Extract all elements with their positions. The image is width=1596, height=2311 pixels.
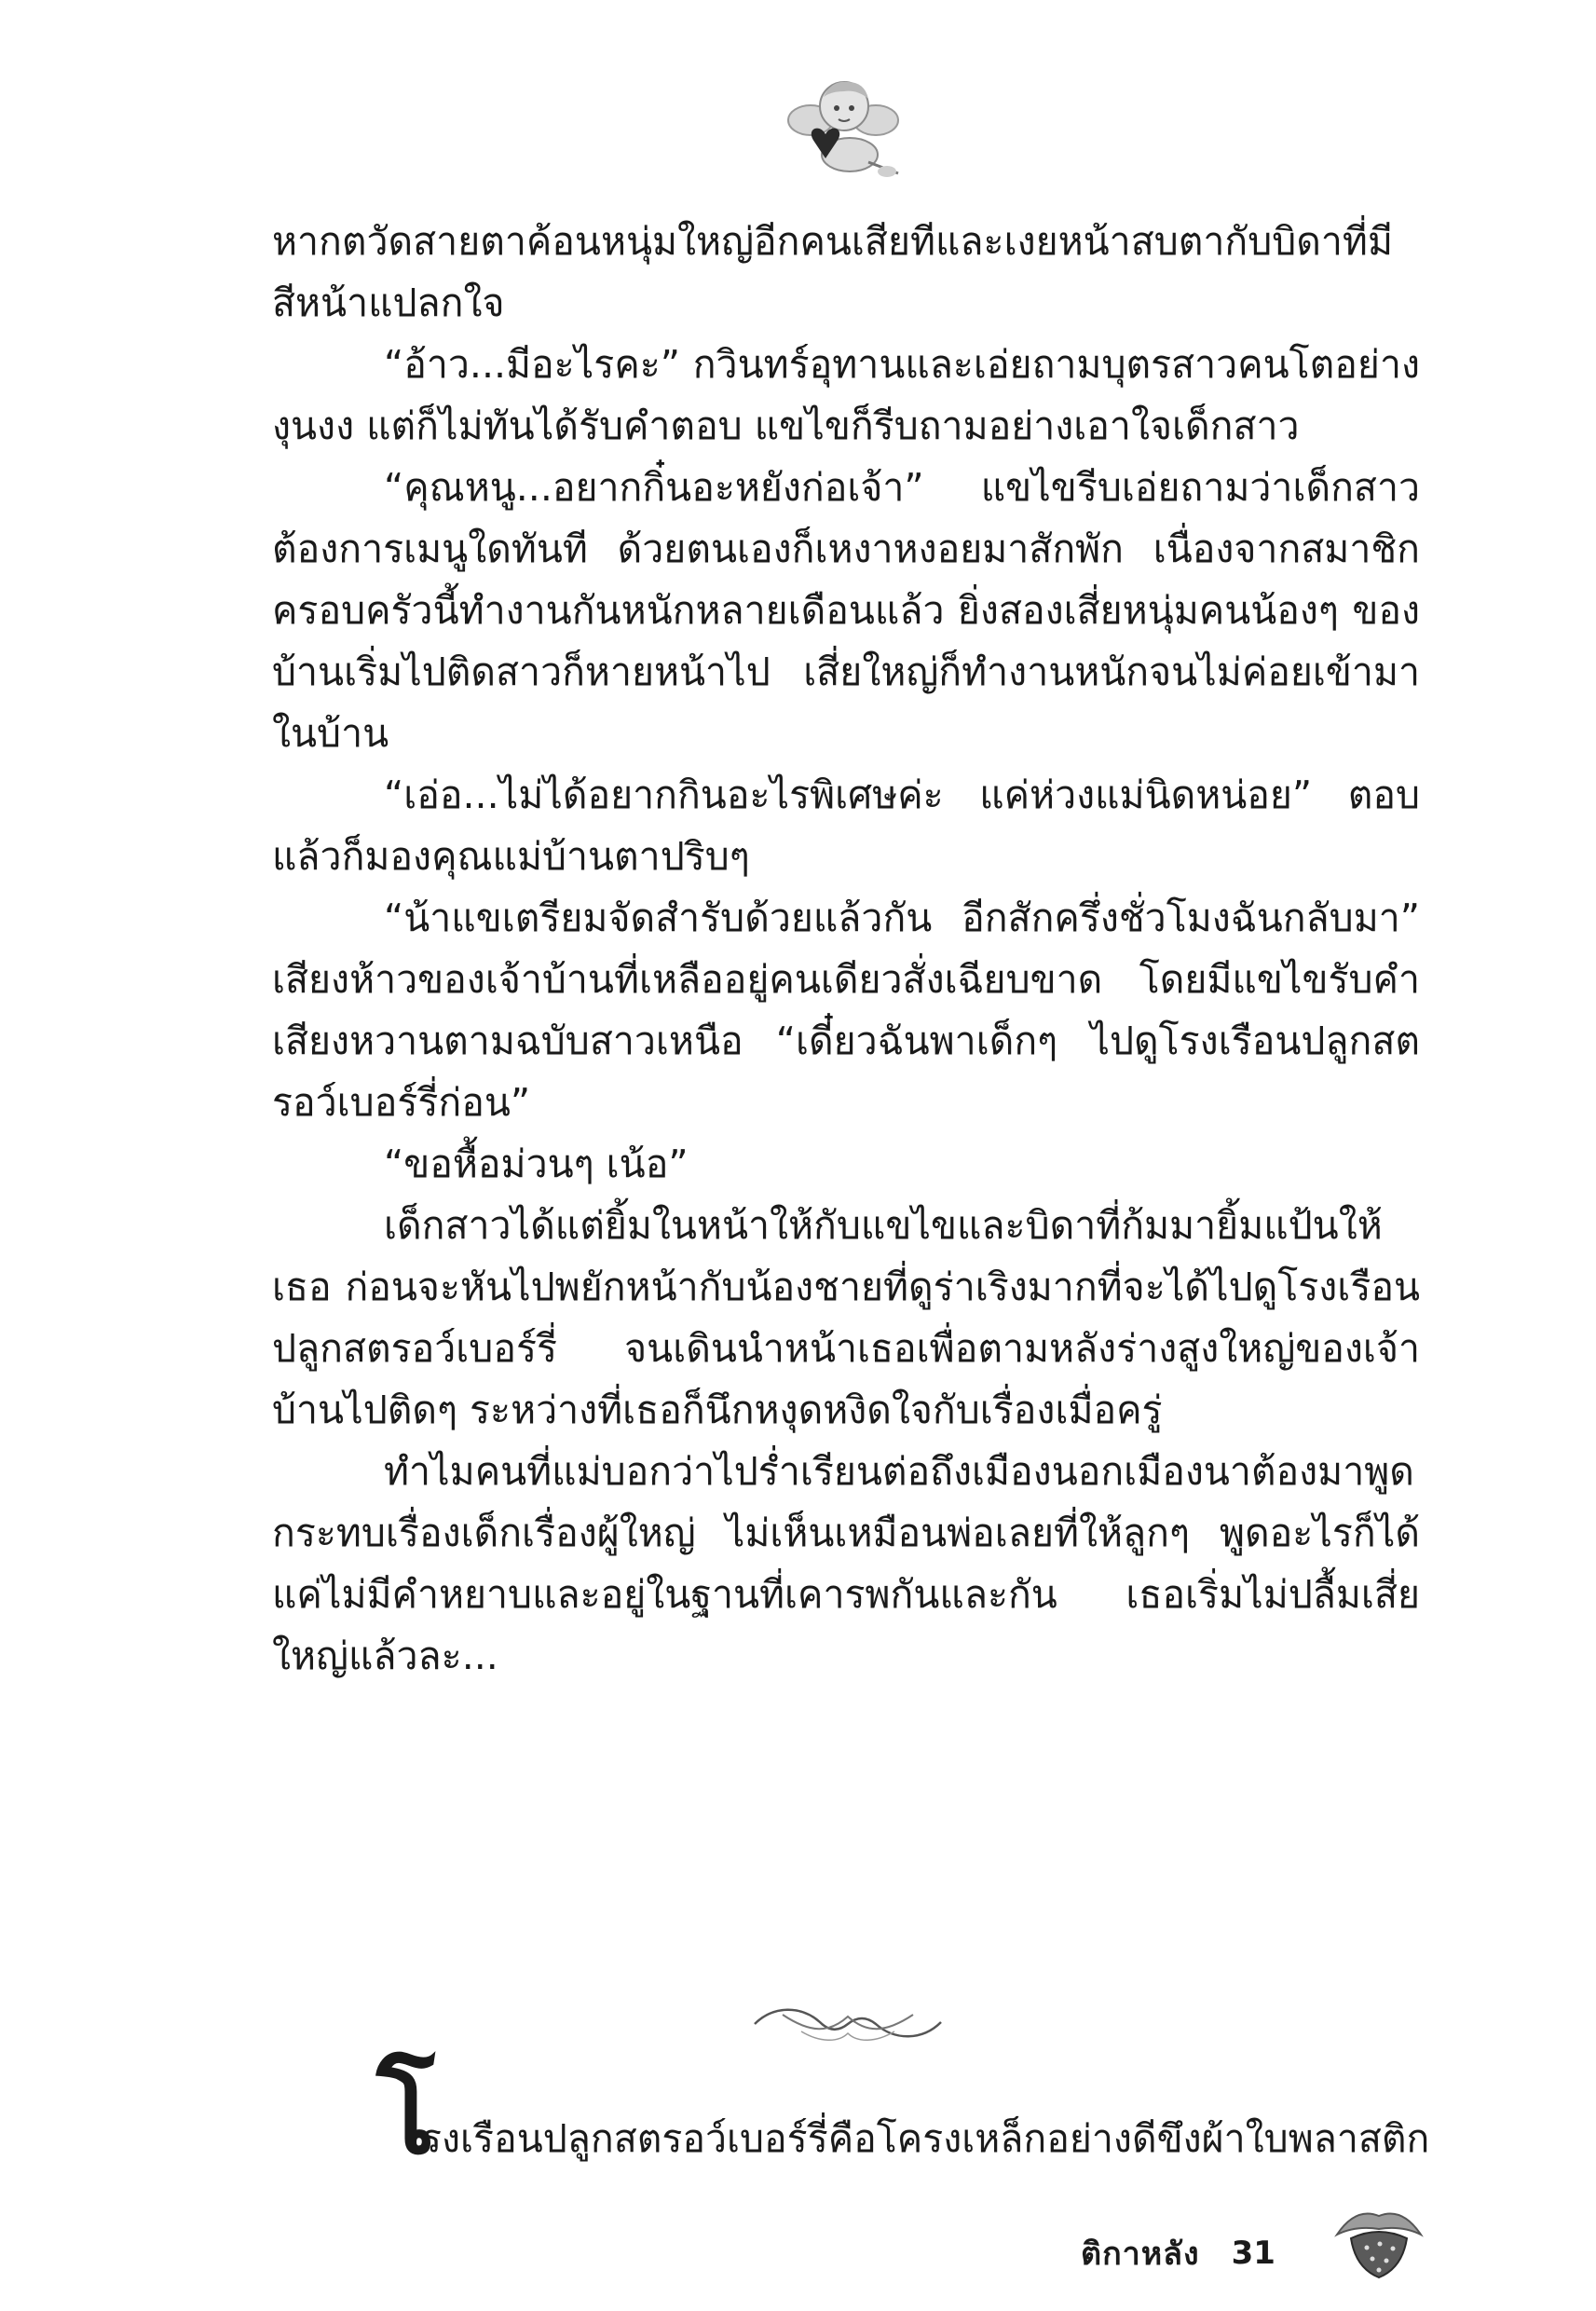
paragraph: เด็กสาวได้แต่ยิ้มในหน้าให้กับแขไขและบิดาที่ก้มมายิ้มแป้นให้เธอ ก่อนจะหันไปพยักหน้ากับน้องชายที่ดูร่าเริงมากที่จะได้ไปดูโรงเรือนปลูกสตรอว์เบอร์รี่ จนเดินนำหน้าเธอเพื่อตามหลังร่างสูงใหญ่ของเจ้าบ้านไปติดๆ ระหว่างที่เธอก็นึกหงุดหงิดใจกับเรื่องเมื่อครู่ (272, 1203, 1420, 1432)
paragraph: “อ้าว...มีอะไรคะ” กวินทร์อุทานและเอ่ยถามบุตรสาวคนโตอย่างงุนงง แต่ก็ไม่ทันได้รับคำตอบ แขไขก็รีบถามอย่างเอาใจเด็กสาว (272, 342, 1420, 448)
strawberry-icon (1328, 2197, 1430, 2281)
section-opening-line (376, 2049, 1430, 2179)
paragraph: “น้าแขเตรียมจัดสำรับด้วยแล้วกัน อีกสักครึ่งชั่วโมงฉันกลับมา” เสียงห้าวของเจ้าบ้านที่เหลืออยู่คนเดียวสั่งเฉียบขาด โดยมีแขไขรับคำเสียงหวานตามฉบับสาวเหนือ “เดี๋ยวฉันพาเด็กๆ ไปดูโรงเรือนปลูกสตรอว์เบอร์รี่ก่อน” (272, 896, 1420, 1125)
page-number: 31 (1231, 2235, 1275, 2272)
section-opening-text: รงเรือนปลูกสตรอว์เบอร์รี่คือโครงเหล็กอย่างดีขึงผ้าใบพลาสติก (421, 2116, 1430, 2161)
swirl-ornament-icon (745, 1996, 950, 2052)
paragraph: หากตวัดสายตาค้อนหนุ่มใหญ่อีกคนเสียทีและเงยหน้าสบตากับบิดาที่มีสีหน้าแปลกใจ (272, 219, 1393, 325)
paragraph: ทำไมคนที่แม่บอกว่าไปร่ำเรียนต่อถึงเมืองนอกเมืองนาต้องมาพูดกระทบเรื่องเด็กเรื่องผู้ใหญ่ ไม่เห็นเหมือนพ่อเลยที่ให้ลูกๆ พูดอะไรก็ได้ แค่ไม่มีคำหยาบและอยู่ในฐานที่เคารพกันและกัน เธอเริ่มไม่ปลื้มเสี่ยใหญ่แล้วละ... (272, 1449, 1420, 1678)
cupid-with-heart-icon (783, 69, 904, 181)
page-footer (1081, 2225, 1275, 2281)
paragraph: “คุณหนู...อยากกิ๋นอะหยังก่อเจ้า” แขไขรีบเอ่ยถามว่าเด็กสาวต้องการเมนูใดทันที ด้วยตนเองก็เหงาหงอยมาสักพัก เนื่องจากสมาชิกครอบครัวนี้ทำงานกันหนักหลายเดือนแล้ว ยิ่งสองเสี่ยหนุ่มคนน้องๆ ของบ้านเริ่มไปติดสาวก็หายหน้าไป เสี่ยใหญ่ก็ทำงานหนักจนไม่ค่อยเข้ามาในบ้าน (272, 465, 1420, 756)
drop-cap: โ (376, 2049, 436, 2179)
paragraph: “ขอหื้อม่วนๆ เน้อ” (384, 1142, 689, 1186)
paragraph: “เอ่อ...ไม่ได้อยากกินอะไรพิเศษค่ะ แค่ห่วงแม่นิดหน่อย” ตอบแล้วก็มองคุณแม่บ้านตาปริบๆ (272, 773, 1420, 879)
story-body (272, 211, 1420, 1687)
book-title: ติกาหลัง (1081, 2236, 1200, 2273)
